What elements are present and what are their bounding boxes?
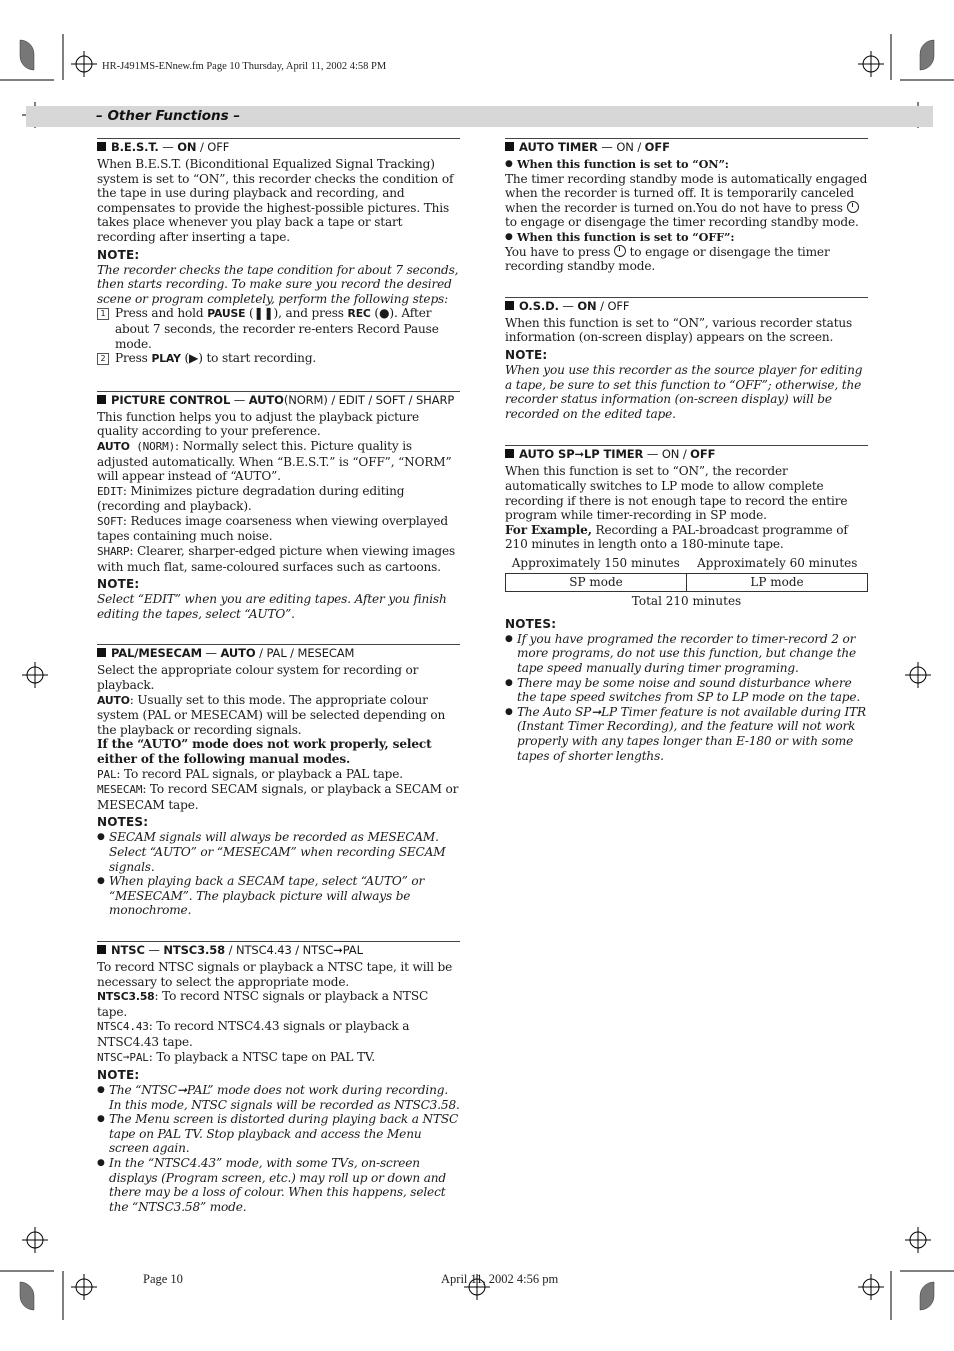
- picture-sharp: SHARP: Clearer, sharper-edged picture when viewing images with much flat, same-coloured surfaces such as cartoons.: [97, 544, 456, 574]
- square-bullet-icon: [97, 945, 106, 954]
- picture-auto: AUTO (NORM): Normally select this. Picture quality is adjusted automatically. When “B.E.S.T.” is “OFF”, “NORM” will appear instead of “AUTO”.: [97, 438, 452, 484]
- osd-heading: O.S.D. — ON / OFF: [505, 299, 868, 314]
- square-bullet-icon: [97, 395, 106, 404]
- square-bullet-icon: [97, 648, 106, 657]
- section-band: [26, 106, 933, 127]
- best-step-2: 2 Press PLAY (▶) to start recording.: [97, 351, 460, 367]
- pal-intro: Select the appropriate colour system for recording or playback.: [97, 663, 419, 693]
- section-best: [97, 138, 460, 367]
- square-bullet-icon: [505, 449, 514, 458]
- pal-notes-title: NOTES:: [97, 815, 149, 830]
- picture-note: Select “EDIT” when you are editing tapes. After you finish editing the tapes, select “AUTO”.: [97, 592, 447, 621]
- pal-auto: AUTO: Usually set to this mode. The appropriate colour system (PAL or MESECAM) will be selected depending on the playback or recording signals.: [97, 692, 446, 737]
- pal-heading: PAL/MESECAM — AUTO / PAL / MESECAM: [97, 646, 460, 661]
- splp-body: When this function is set to “ON”, the recorder automatically switches to LP mode to allow complete recording if there is not enough tape to record the entire program while timer-recording in SP mode.: [505, 464, 848, 523]
- splp-note-item: ● The Auto SP➞LP Timer feature is not available during ITR (Instant Timer Recording), and the feature will not work properly with any tapes longer than E-180 or with some tapes of shorter lengths.: [505, 705, 868, 763]
- ntsc-pal: NTSC➞PAL: To playback a NTSC tape on PAL TV.: [97, 1049, 376, 1064]
- left-column: [97, 138, 460, 1214]
- ntsc-heading: NTSC — NTSC3.58 / NTSC4.43 / NTSC➞PAL: [97, 943, 460, 958]
- pal-pal: PAL: To record PAL signals, or playback a PAL tape.: [97, 766, 403, 781]
- picture-intro: This function helps you to adjust the playback picture quality according to your preference.: [97, 409, 420, 439]
- pal-bold-line: If the “AUTO” mode does not work properly, select either of the following manual modes.: [97, 737, 432, 766]
- section-picture-control: [97, 391, 460, 622]
- timer-icon: [847, 201, 859, 213]
- picture-soft: SOFT: Reduces image coarseness when viewing overplayed tapes containing much noise.: [97, 513, 448, 544]
- splp-notes-title: NOTES:: [505, 616, 557, 631]
- osd-note: When you use this recorder as the source player for editing a tape, be sure to set this function to “OFF”; otherwise, the recorder status information (on-screen display) will be recorded on the edited tape.: [505, 362, 863, 421]
- square-bullet-icon: [505, 142, 514, 151]
- total-duration-label: Total 210 minutes: [631, 593, 742, 608]
- ntsc-358: NTSC3.58: To record NTSC signals or playback a NTSC tape.: [97, 989, 429, 1019]
- best-note: The recorder checks the tape condition for about 7 seconds, then starts recording. To make sure you record the desired scene or program completely, perform the following steps:: [97, 262, 459, 306]
- section-osd: [505, 297, 868, 422]
- timer-off-text: You have to press to engage or disengage the timer recording standby mode.: [505, 244, 830, 274]
- timer-on-text: The timer recording standby mode is automatically engaged when the recorder is turned off. It is temporarily canceled when the recorder is turned on.You do not have to press to engage or disengage the timer recording standby mode.: [505, 171, 868, 230]
- timer-off-head: ● When this function is set to “OFF”:: [505, 230, 868, 245]
- splp-note-item: ● If you have programed the recorder to timer-record 2 or more programs, do not use this function, but change the tape speed manually during timer programing.: [505, 632, 868, 676]
- best-step-1: 1 Press and hold PAUSE (❚❚), and press REC (●). After about 7 seconds, the recorder re-enters Record Pause mode.: [97, 306, 460, 351]
- print-date: April 11, 2002 4:56 pm: [441, 1272, 559, 1286]
- sp-mode-cell: SP mode: [569, 574, 623, 589]
- timer-icon: [614, 245, 626, 257]
- ntsc-note-item: ● The “NTSC➞PAL” mode does not work during recording. In this mode, NTSC signals will be recorded as NTSC3.58.: [97, 1083, 460, 1112]
- ntsc-note-item: ● In the “NTSC4.43” mode, with some TVs, on-screen displays (Program screen, etc.) may roll up or down and there may be a loss of colour. When this happens, select the “NTSC3.58” mode.: [97, 1156, 460, 1214]
- section-auto-sp-lp: [505, 445, 868, 763]
- pal-note-item: ● SECAM signals will always be recorded as MESECAM. Select “AUTO” or “MESECAM” when recording SECAM signals.: [97, 830, 460, 874]
- splp-heading: AUTO SP➞LP TIMER — ON / OFF: [505, 447, 868, 462]
- page-number: Page 10: [143, 1272, 183, 1286]
- lp-mode-cell: LP mode: [686, 574, 867, 591]
- right-column: [505, 138, 868, 763]
- timer-heading: AUTO TIMER — ON / OFF: [505, 140, 868, 155]
- picture-edit: EDIT: Minimizes picture degradation during editing (recording and playback).: [97, 483, 405, 514]
- picture-note-title: NOTE:: [97, 577, 140, 592]
- best-body: When B.E.S.T. (Biconditional Equalized Signal Tracking) system is set to “ON”, this recorder checks the condition of the tape in use during playback and recording, and compensates to provide the highest-possible pictures. This takes place whenever you play back a tape or start recording after inserting a tape.: [97, 157, 454, 244]
- section-auto-timer: [505, 138, 868, 274]
- lp-duration-label: Approximately 60 minutes: [697, 555, 858, 570]
- ntsc-note-title: NOTE:: [97, 1068, 140, 1083]
- pal-mesecam: MESECAM: To record SECAM signals, or playback a SECAM or MESECAM tape.: [97, 782, 459, 812]
- osd-note-title: NOTE:: [505, 347, 548, 362]
- section-pal-mesecam: [97, 644, 460, 918]
- timer-on-head: ● When this function is set to “ON”:: [505, 157, 868, 172]
- picture-heading: PICTURE CONTROL — AUTO(NORM) / EDIT / SOFT / SHARP: [97, 393, 460, 408]
- osd-body: When this function is set to “ON”, various recorder status information (on-screen display) appears on the screen.: [505, 315, 853, 345]
- section-title: – Other Functions –: [96, 108, 241, 124]
- tape-split-diagram: [505, 556, 868, 609]
- pal-note-item: ● When playing back a SECAM tape, select “AUTO” or “MESECAM”. The playback picture will always be monochrome.: [97, 874, 460, 918]
- ntsc-intro: To record NTSC signals or playback a NTSC tape, it will be necessary to select the appropriate mode.: [97, 959, 453, 989]
- square-bullet-icon: [97, 142, 106, 151]
- best-heading: B.E.S.T. — ON / OFF: [97, 140, 460, 155]
- ntsc-note-item: ● The Menu screen is distorted during playing back a NTSC tape on PAL TV. Stop playback and access the Menu screen again.: [97, 1112, 460, 1156]
- ntsc-443: NTSC4.43: To record NTSC4.43 signals or playback a NTSC4.43 tape.: [97, 1019, 410, 1049]
- splp-example: For Example, Recording a PAL-broadcast programme of 210 minutes in length onto a 180-minute tape.: [505, 522, 848, 552]
- splp-note-item: ● There may be some noise and sound disturbance where the tape speed switches from SP to LP mode on the tape.: [505, 676, 868, 705]
- square-bullet-icon: [505, 301, 514, 310]
- best-note-title: NOTE:: [97, 247, 140, 262]
- running-head: HR-J491MS-ENnew.fm Page 10 Thursday, April 11, 2002 4:58 PM: [102, 61, 387, 72]
- section-ntsc: [97, 941, 460, 1215]
- sp-duration-label: Approximately 150 minutes: [511, 555, 680, 570]
